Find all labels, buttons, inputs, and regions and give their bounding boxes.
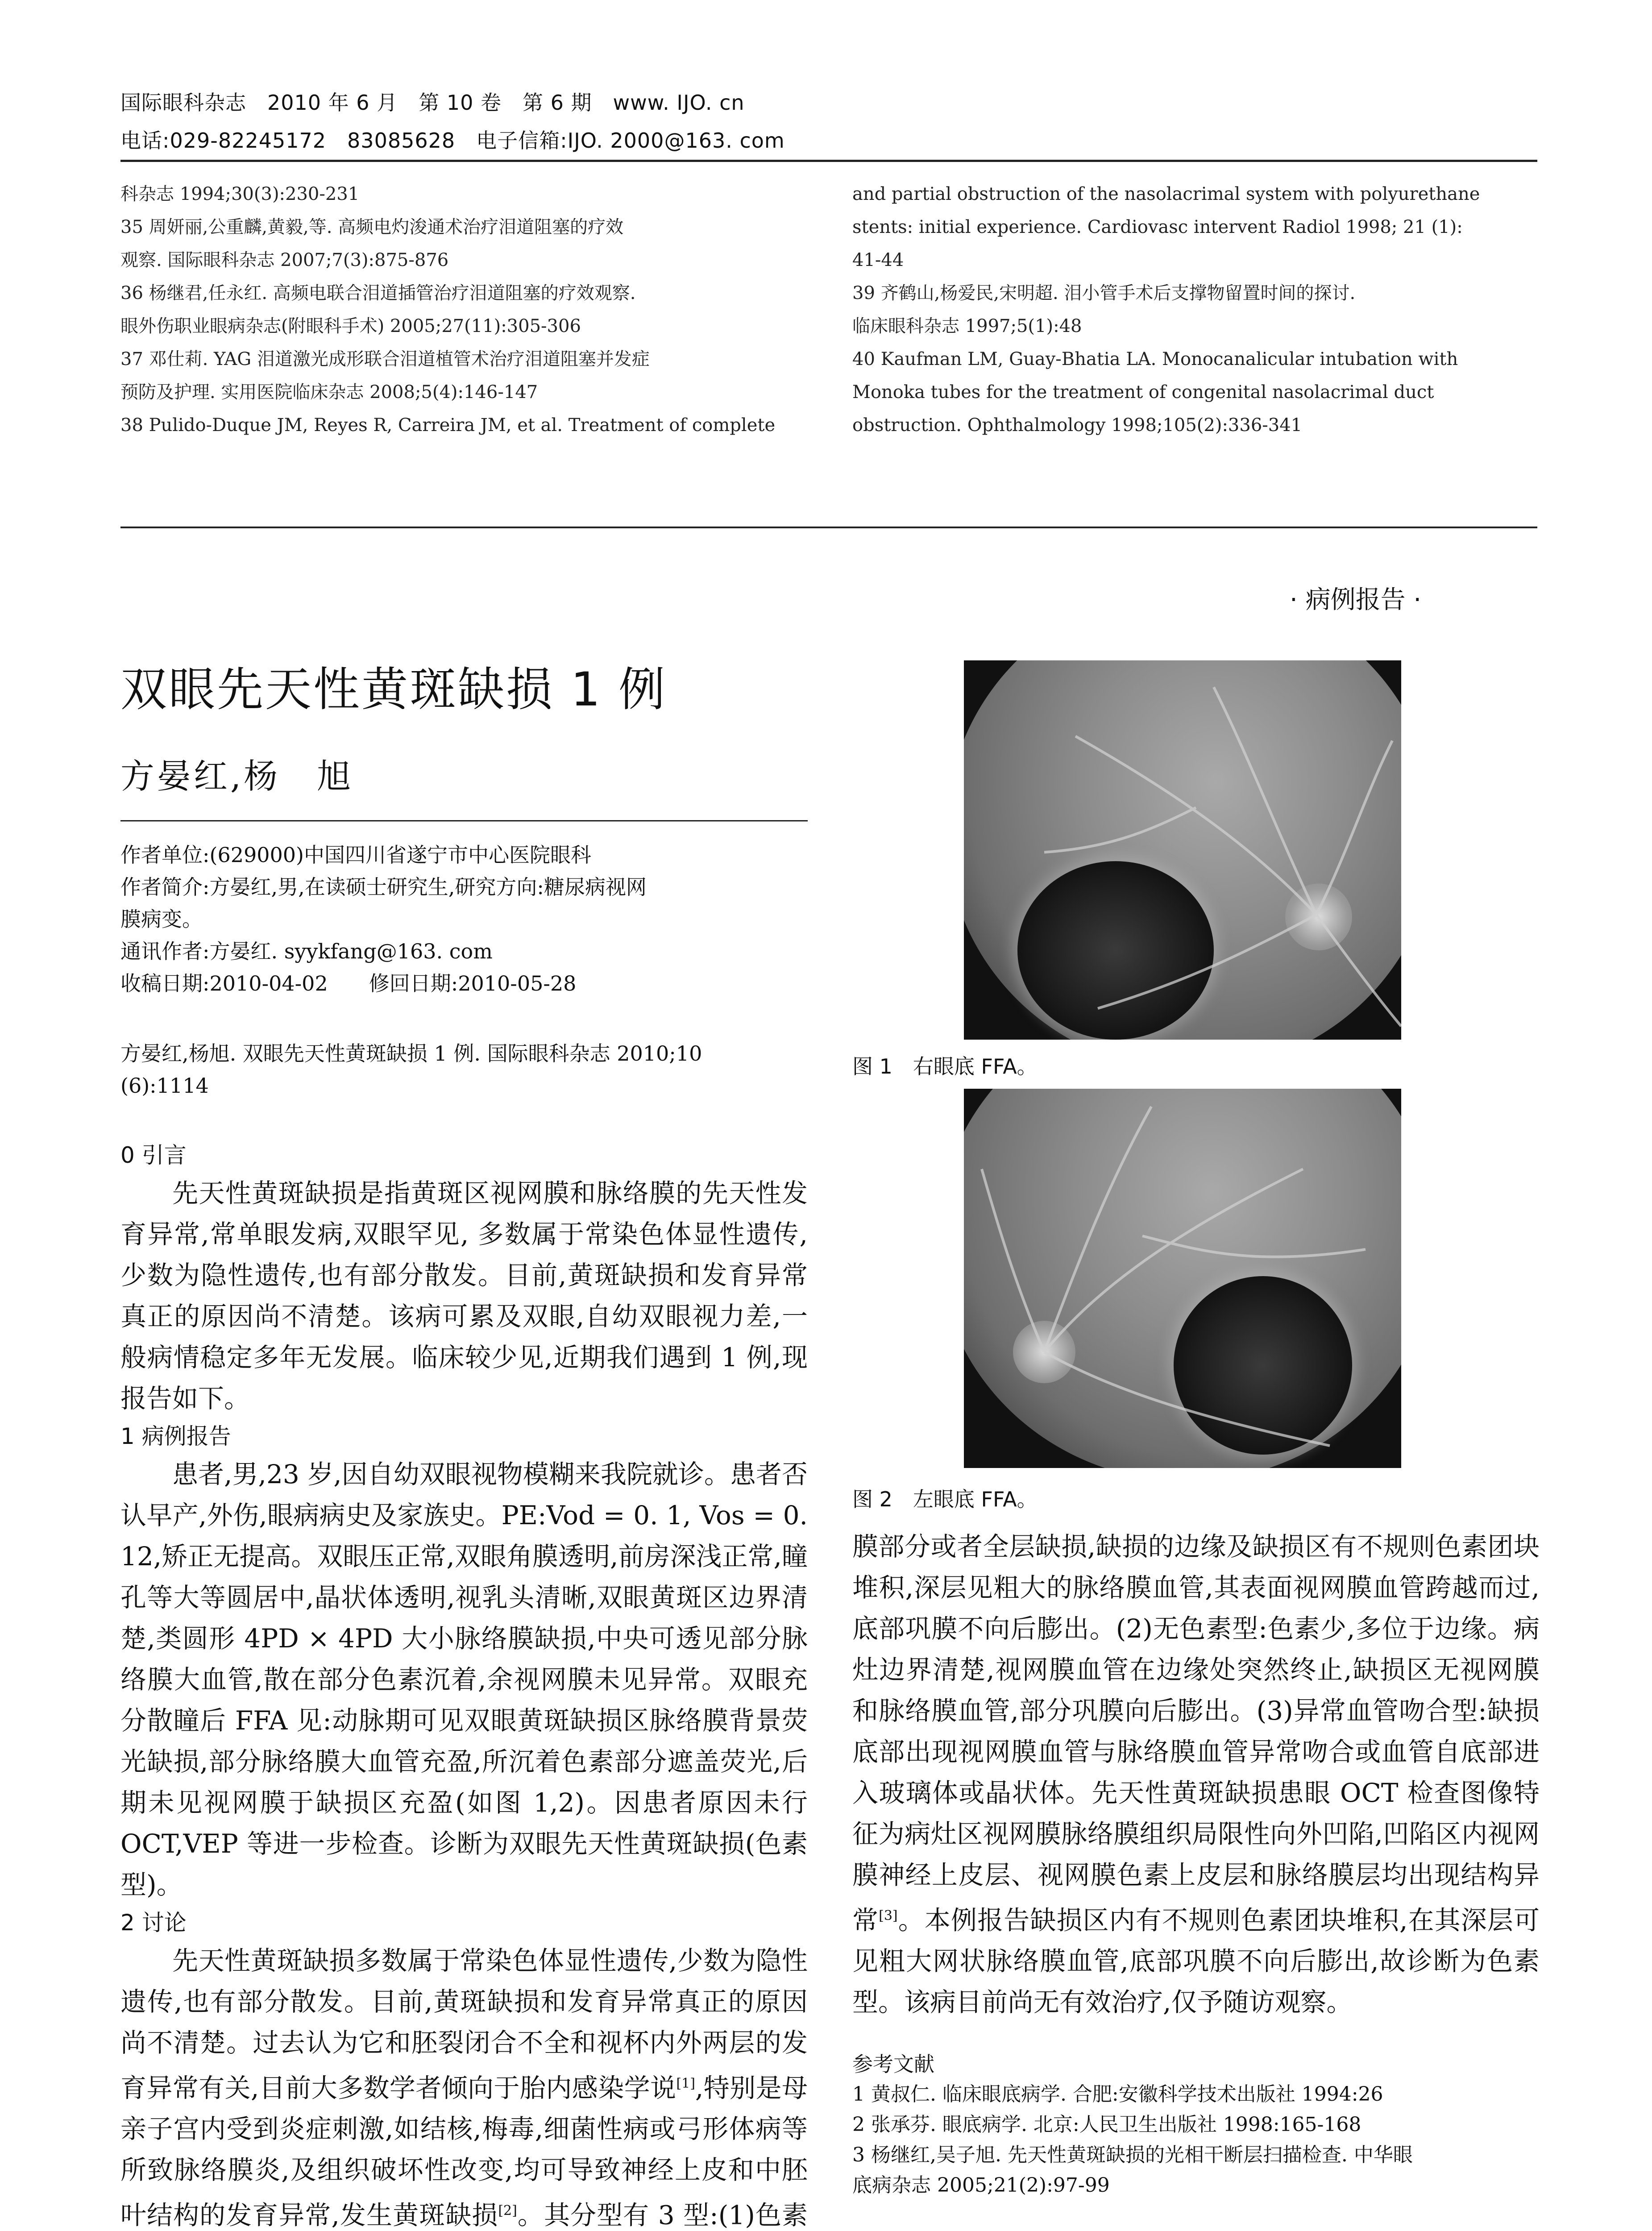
references-list xyxy=(852,2079,1540,2201)
section-rule xyxy=(120,527,1537,528)
ref-line: 38 Pulido-Duque JM, Reyes R, Carreira JM, et al. Treatment of complete xyxy=(120,415,776,435)
ref-line: Monoka tubes for the treatment of congenital nasolacrimal duct xyxy=(852,382,1434,402)
ref-line: 36 杨继君,任永红. 高频电联合泪道插管治疗泪道阻塞的疗效观察. xyxy=(120,283,636,303)
figure-1-caption: 图 1 右眼底 FFA。 xyxy=(852,1054,1038,1078)
journal-header-line2: 电话:029-82245172 83085628 电子信箱:IJO. 2000@163. com xyxy=(120,129,785,153)
reference-item: 底病杂志 2005;21(2):97-99 xyxy=(852,2174,1110,2197)
correspondence: 通讯作者:方晏红. syykfang@163. com xyxy=(120,939,493,963)
ref-line: stents: initial experience. Cardiovasc intervent Radiol 1998; 21 (1): xyxy=(852,217,1463,237)
citation-ref-3: [3] xyxy=(879,1908,898,1924)
figure-2-caption: 图 2 左眼底 FFA。 xyxy=(852,1487,1038,1511)
ref-line: 41-44 xyxy=(852,250,904,270)
dates: 收稿日期:2010-04-02 修回日期:2010-05-28 xyxy=(120,971,577,995)
section-tag: · 病例报告 · xyxy=(1290,585,1422,614)
section-heading-case: 1 病例报告 xyxy=(120,1423,231,1449)
reference-item: 3 杨继红,吴子旭. 先天性黄斑缺损的光相干断层扫描检查. 中华眼 xyxy=(852,2144,1413,2166)
article-title: 双眼先天性黄斑缺损 1 例 xyxy=(120,662,667,717)
ref-line: 35 周妍丽,公重麟,黄毅,等. 高频电灼浚通术治疗泪道阻塞的疗效 xyxy=(120,217,624,237)
header-rule xyxy=(120,160,1537,162)
section-heading-discussion: 2 讨论 xyxy=(120,1910,187,1936)
reference-item: 2 张承芬. 眼底病学. 北京:人民卫生出版社 1998:165-168 xyxy=(852,2113,1361,2136)
ref-line: 37 邓仕莉. YAG 泪道激光成形联合泪道植管术治疗泪道阻塞并发症 xyxy=(120,349,650,369)
discussion-text-e: 。本例报告缺损区内有不规则色素团块堆积,在其深层可见粗大网状脉络膜血管,底部巩膜不向后膨出,故诊断为色素型。该病目前尚无有效治疗,仅予随访观察。 xyxy=(852,1905,1540,2018)
citation-ref-2: [2] xyxy=(498,2203,517,2219)
body-right-column xyxy=(852,1526,1540,2023)
retinal-vessels-icon xyxy=(964,660,1401,1040)
paragraph-intro: 先天性黄斑缺损是指黄斑区视网膜和脉络膜的先天性发育异常,常单眼发病,双眼罕见, 多数属于常染色体显性遗传,少数为隐性遗传,也有部分散发。目前,黄斑缺损和发育异常真正的原因尚不清楚。该病可累及双眼,自幼双眼视力差,一般病情稳定多年无发展。临床较少见,近期我们遇到 1 例,现报告如下。 xyxy=(120,1178,808,1414)
affiliation: 作者单位:(629000)中国四川省遂宁市中心医院眼科 xyxy=(120,843,591,867)
article-authors: 方晏红,杨 旭 xyxy=(120,756,354,796)
discussion-text-c: 。其分型有 3 型:(1)色素 xyxy=(517,2200,808,2231)
article-meta xyxy=(120,839,808,999)
discussion-text-d: 膜部分或者全层缺损,缺损的边缘及缺损区有不规则色素团块堆积,深层见粗大的脉络膜血管,其表面视网膜血管跨越而过,底部巩膜不向后膨出。(2)无色素型:色素少,多位于边缘。病灶边界清楚,视网膜血管在边缘处突然终止,缺损区无视网膜和脉络膜血管,部分巩膜向后膨出。(3)异常血管吻合型:缺损底部出现视网膜血管与脉络膜血管异常吻合或血管自底部进入玻璃体或晶状体。先天性黄斑缺损患眼 OCT 检查图像特征为病灶区视网膜脉络膜组织局限性向外凹陷,凹陷区内视网膜神经上皮层、视网膜色素上皮层和脉络膜层均出现结构异常 xyxy=(852,1531,1540,1936)
ref-line: 40 Kaufman LM, Guay-Bhatia LA. Monocanalicular intubation with xyxy=(852,349,1458,369)
figure-1-ffa-image xyxy=(964,660,1401,1040)
citation xyxy=(120,1037,808,1102)
body-left-column xyxy=(120,1138,808,2231)
paragraph-discussion-cont xyxy=(852,1526,1540,2023)
ref-line: 39 齐鹤山,杨爱民,宋明超. 泪小管手术后支撑物留置时间的探讨. xyxy=(852,283,1356,303)
ref-line: 临床眼科杂志 1997;5(1):48 xyxy=(852,316,1082,336)
section-heading-intro: 0 引言 xyxy=(120,1142,187,1168)
paragraph-discussion xyxy=(120,1940,808,2231)
ref-line: and partial obstruction of the nasolacrimal system with polyurethane xyxy=(852,184,1480,204)
author-rule xyxy=(120,820,808,821)
citation-ref-1: [1] xyxy=(676,2076,695,2091)
reference-item: 1 黄叔仁. 临床眼底病学. 合肥:安徽科学技术出版社 1994:26 xyxy=(852,2083,1383,2106)
journal-header-line1: 国际眼科杂志 2010 年 6 月 第 10 卷 第 6 期 www. IJO. cn xyxy=(120,91,745,115)
ref-line: 科杂志 1994;30(3):230-231 xyxy=(120,184,360,204)
author-bio-cont: 膜病变。 xyxy=(120,907,203,931)
citation-line2: (6):1114 xyxy=(120,1074,209,1098)
retinal-vessels-icon xyxy=(964,1089,1401,1468)
ref-line: 眼外伤职业眼病杂志(附眼科手术) 2005;27(11):305-306 xyxy=(120,316,581,336)
discussion-text-b: ,特别是母亲子宫内受到炎症刺激,如结核,梅毒,细菌性病或弓形体病等所致脉络膜炎,及组织破坏性改变,均可导致神经上皮和中胚叶结构的发育异常,发生黄斑缺损 xyxy=(120,2073,808,2231)
figure-2-ffa-image xyxy=(964,1089,1401,1468)
paragraph-case: 患者,男,23 岁,因自幼双眼视物模糊来我院就诊。患者否认早产,外伤,眼病病史及家族史。PE:Vod = 0. 1, Vos = 0. 12,矫正无提高。双眼压正常,双眼角膜透明,前房深浅正常,瞳孔等大等圆居中,晶状体透明,视乳头清晰,双眼黄斑区边界清楚,类圆形 4PD × 4PD 大小脉络膜缺损,中央可透见部分脉络膜大血管,散在部分色素沉着,余视网膜未见异常。双眼充分散瞳后 FFA 见:动脉期可见双眼黄斑缺损区脉络膜背景荧光缺损,部分脉络膜大血管充盈,所沉着色素部分遮盖荧光,后期未见视网膜于缺损区充盈(如图 1,2)。因患者原因未行 OCT,VEP 等进一步检查。诊断为双眼先天性黄斑缺损(色素型)。 xyxy=(120,1459,808,1900)
prev-refs-left xyxy=(120,178,808,442)
references-heading: 参考文献 xyxy=(852,2052,934,2076)
author-bio: 作者简介:方晏红,男,在读硕士研究生,研究方向:糖尿病视网 xyxy=(120,875,647,899)
prev-refs-right xyxy=(852,178,1540,442)
ref-line: obstruction. Ophthalmology 1998;105(2):336-341 xyxy=(852,415,1303,435)
ref-line: 预防及护理. 实用医院临床杂志 2008;5(4):146-147 xyxy=(120,382,538,402)
citation-line1: 方晏红,杨旭. 双眼先天性黄斑缺损 1 例. 国际眼科杂志 2010;10 xyxy=(120,1041,702,1066)
ref-line: 观察. 国际眼科杂志 2007;7(3):875-876 xyxy=(120,250,449,270)
discussion-text-a: 先天性黄斑缺损多数属于常染色体显性遗传,少数为隐性遗传,也有部分散发。目前,黄斑缺损和发育异常真正的原因尚不清楚。过去认为它和胚裂闭合不全和视杯内外两层的发育异常有关,目前大多数学者倾向于胎内感染学说 xyxy=(120,1945,808,2103)
